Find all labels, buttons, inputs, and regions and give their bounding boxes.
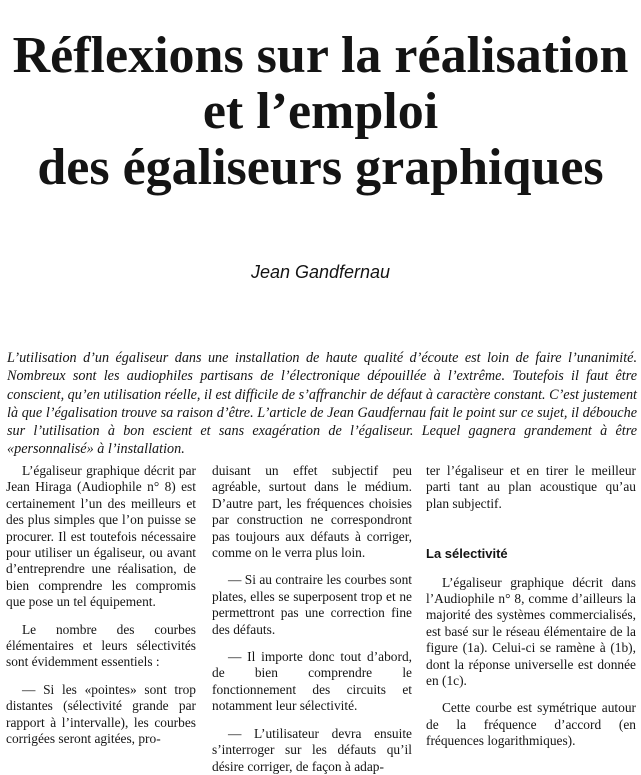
article-title [0, 28, 641, 196]
title-line: Réflexions sur la réalisation [12, 27, 629, 84]
body-paragraph: Cette courbe est symétrique autour de la fréquence d’accord (en fréquences logarithmiques). [426, 700, 636, 749]
column-3 [426, 463, 636, 750]
body-paragraph: — Si les «pointes» sont trop distantes (sélectivité grande par rapport à l’intervalle), les courbes corrigées seront agitées, pro- [6, 681, 196, 747]
body-paragraph: L’égaliseur graphique décrit par Jean Hiraga (Audiophile n° 8) est certainement l’un des meilleurs et des plus simples que l’on puisse se procurer. Il est toutefois nécessaire pour utiliser un égaliseur, ou avant d’entreprendre une réalisation, de bien comprendre les compromis que pose un tel équipement. [6, 463, 196, 610]
column-2 [212, 463, 412, 775]
body-paragraph: ter l’égaliseur et en tirer le meilleur parti tant au plan acoustique qu’au plan subjectif. [426, 463, 636, 511]
body-paragraph: — L’utilisateur devra ensuite s’interroger sur les défauts qu’il désire corriger, de façon à adap- [212, 725, 412, 774]
body-paragraph: — Si au contraire les courbes sont plates, elles se superposent trop et ne permettront pas une correction fine des défauts. [212, 572, 412, 637]
body-paragraph: Le nombre des courbes élémentaires et leurs sélectivités sont évidemment essentiels : [6, 621, 196, 670]
title-line: des égaliseurs graphiques [37, 139, 604, 196]
section-heading: La sélectivité [426, 546, 508, 562]
intro-paragraph: L’utilisation d’un égaliseur dans une installation de haute qualité d’écoute est loin de faire l’unanimité. Nombreux sont les audiophiles partisans de l’électronique dépouillée à l’extrême. Toutefois il faut être conscient, qu’en utilisation réelle, il est difficile de s’affranchir de défaut à caractère constant. C’est justement là que l’égalisation trouve sa raison d’être. L’article de Jean Gaudfernau fait le point sur ce sujet, il débouche sur l’utilisation à bon escient et sans exagération de l’égaliseur. Lequel gagnera grandement à être «personnalisé» à l’installation. [7, 350, 637, 458]
body-paragraph: — Il importe donc tout d’abord, de bien comprendre le fonctionnement des circuits et notamment leur sélectivité. [212, 649, 412, 714]
body-paragraph: duisant un effet subjectif peu agréable, surtout dans le médium. D’autre part, les fréquences choisies par construction ne correspondront pas toujours aux défauts à corriger, comme on le verra plus loin. [212, 463, 412, 561]
author-byline: Jean Gandfernau [250, 262, 391, 282]
body-paragraph: L’égaliseur graphique décrit dans l’Audiophile n° 8, comme d’ailleurs la majorité des systèmes commercialisés, est basé sur le réseau élémentaire de la figure (1a). Celui-ci se ramène à (1b), dont la réponse universelle est donnée en (1c). [426, 574, 636, 689]
title-line: et l’emploi [202, 83, 439, 140]
column-1 [6, 463, 196, 748]
